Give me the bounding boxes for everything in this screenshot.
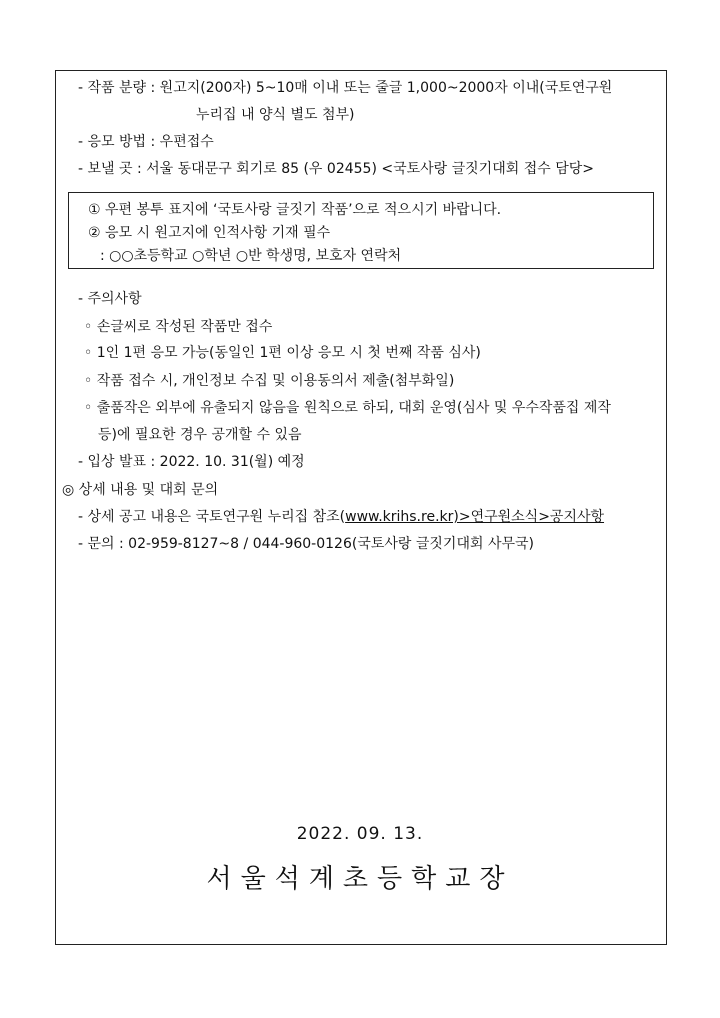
caution-item-1: ◦ 손글씨로 작성된 작품만 접수: [84, 319, 273, 335]
detail-line: [78, 508, 604, 526]
contact-line: - 문의 : 02-959-8127~8 / 044-960-0126(국토사랑 글짓기대회 사무국): [78, 536, 534, 552]
notice-line-1: ① 우편 봉투 표지에 ‘국토사랑 글짓기 작품’으로 적으시기 바랍니다.: [88, 202, 502, 218]
length-line-1: - 작품 분량 : 원고지(200자) 5~10매 이내 또는 줄글 1,000~2000자 이내(국토연구원: [78, 80, 613, 96]
caution-item-2: ◦ 1인 1편 응모 가능(동일인 1편 이상 응모 시 첫 번째 작품 심사): [84, 345, 481, 361]
caution-item-3: ◦ 작품 접수 시, 개인정보 수집 및 이용동의서 제출(첨부화일): [84, 373, 455, 389]
school-name: 서울석계초등학교장: [206, 864, 514, 894]
length-line-2: 누리집 내 양식 별도 첨부): [196, 107, 355, 123]
detail-prefix: - 상세 공고 내용은 국토연구원 누리집 참조(: [78, 509, 346, 525]
announcement-line: - 입상 발표 : 2022. 10. 31(월) 예정: [78, 454, 305, 470]
detail-link[interactable]: www.krihs.re.kr)>연구원소식>공지사항: [345, 509, 605, 525]
document-date: 2022. 09. 13.: [296, 824, 424, 844]
method-line: - 응모 방법 : 우편접수: [78, 134, 214, 150]
inquiry-heading: ◎ 상세 내용 및 대회 문의: [62, 482, 219, 498]
address-line: - 보낼 곳 : 서울 동대문구 회기로 85 (우 02455) <국토사랑 글짓기대회 접수 담당>: [78, 161, 594, 177]
caution-item-4-line-2: 등)에 필요한 경우 공개할 수 있음: [98, 427, 302, 443]
notice-line-2: ② 응모 시 원고지에 인적사항 기재 필수: [88, 225, 331, 241]
caution-item-4-line-1: ◦ 출품작은 외부에 유출되지 않음을 원칙으로 하되, 대회 운영(심사 및 우수작품집 제작: [84, 400, 611, 416]
notice-line-3: : ○○초등학교 ○학년 ○반 학생명, 보호자 연락처: [100, 248, 402, 264]
cautions-heading: - 주의사항: [78, 291, 142, 307]
